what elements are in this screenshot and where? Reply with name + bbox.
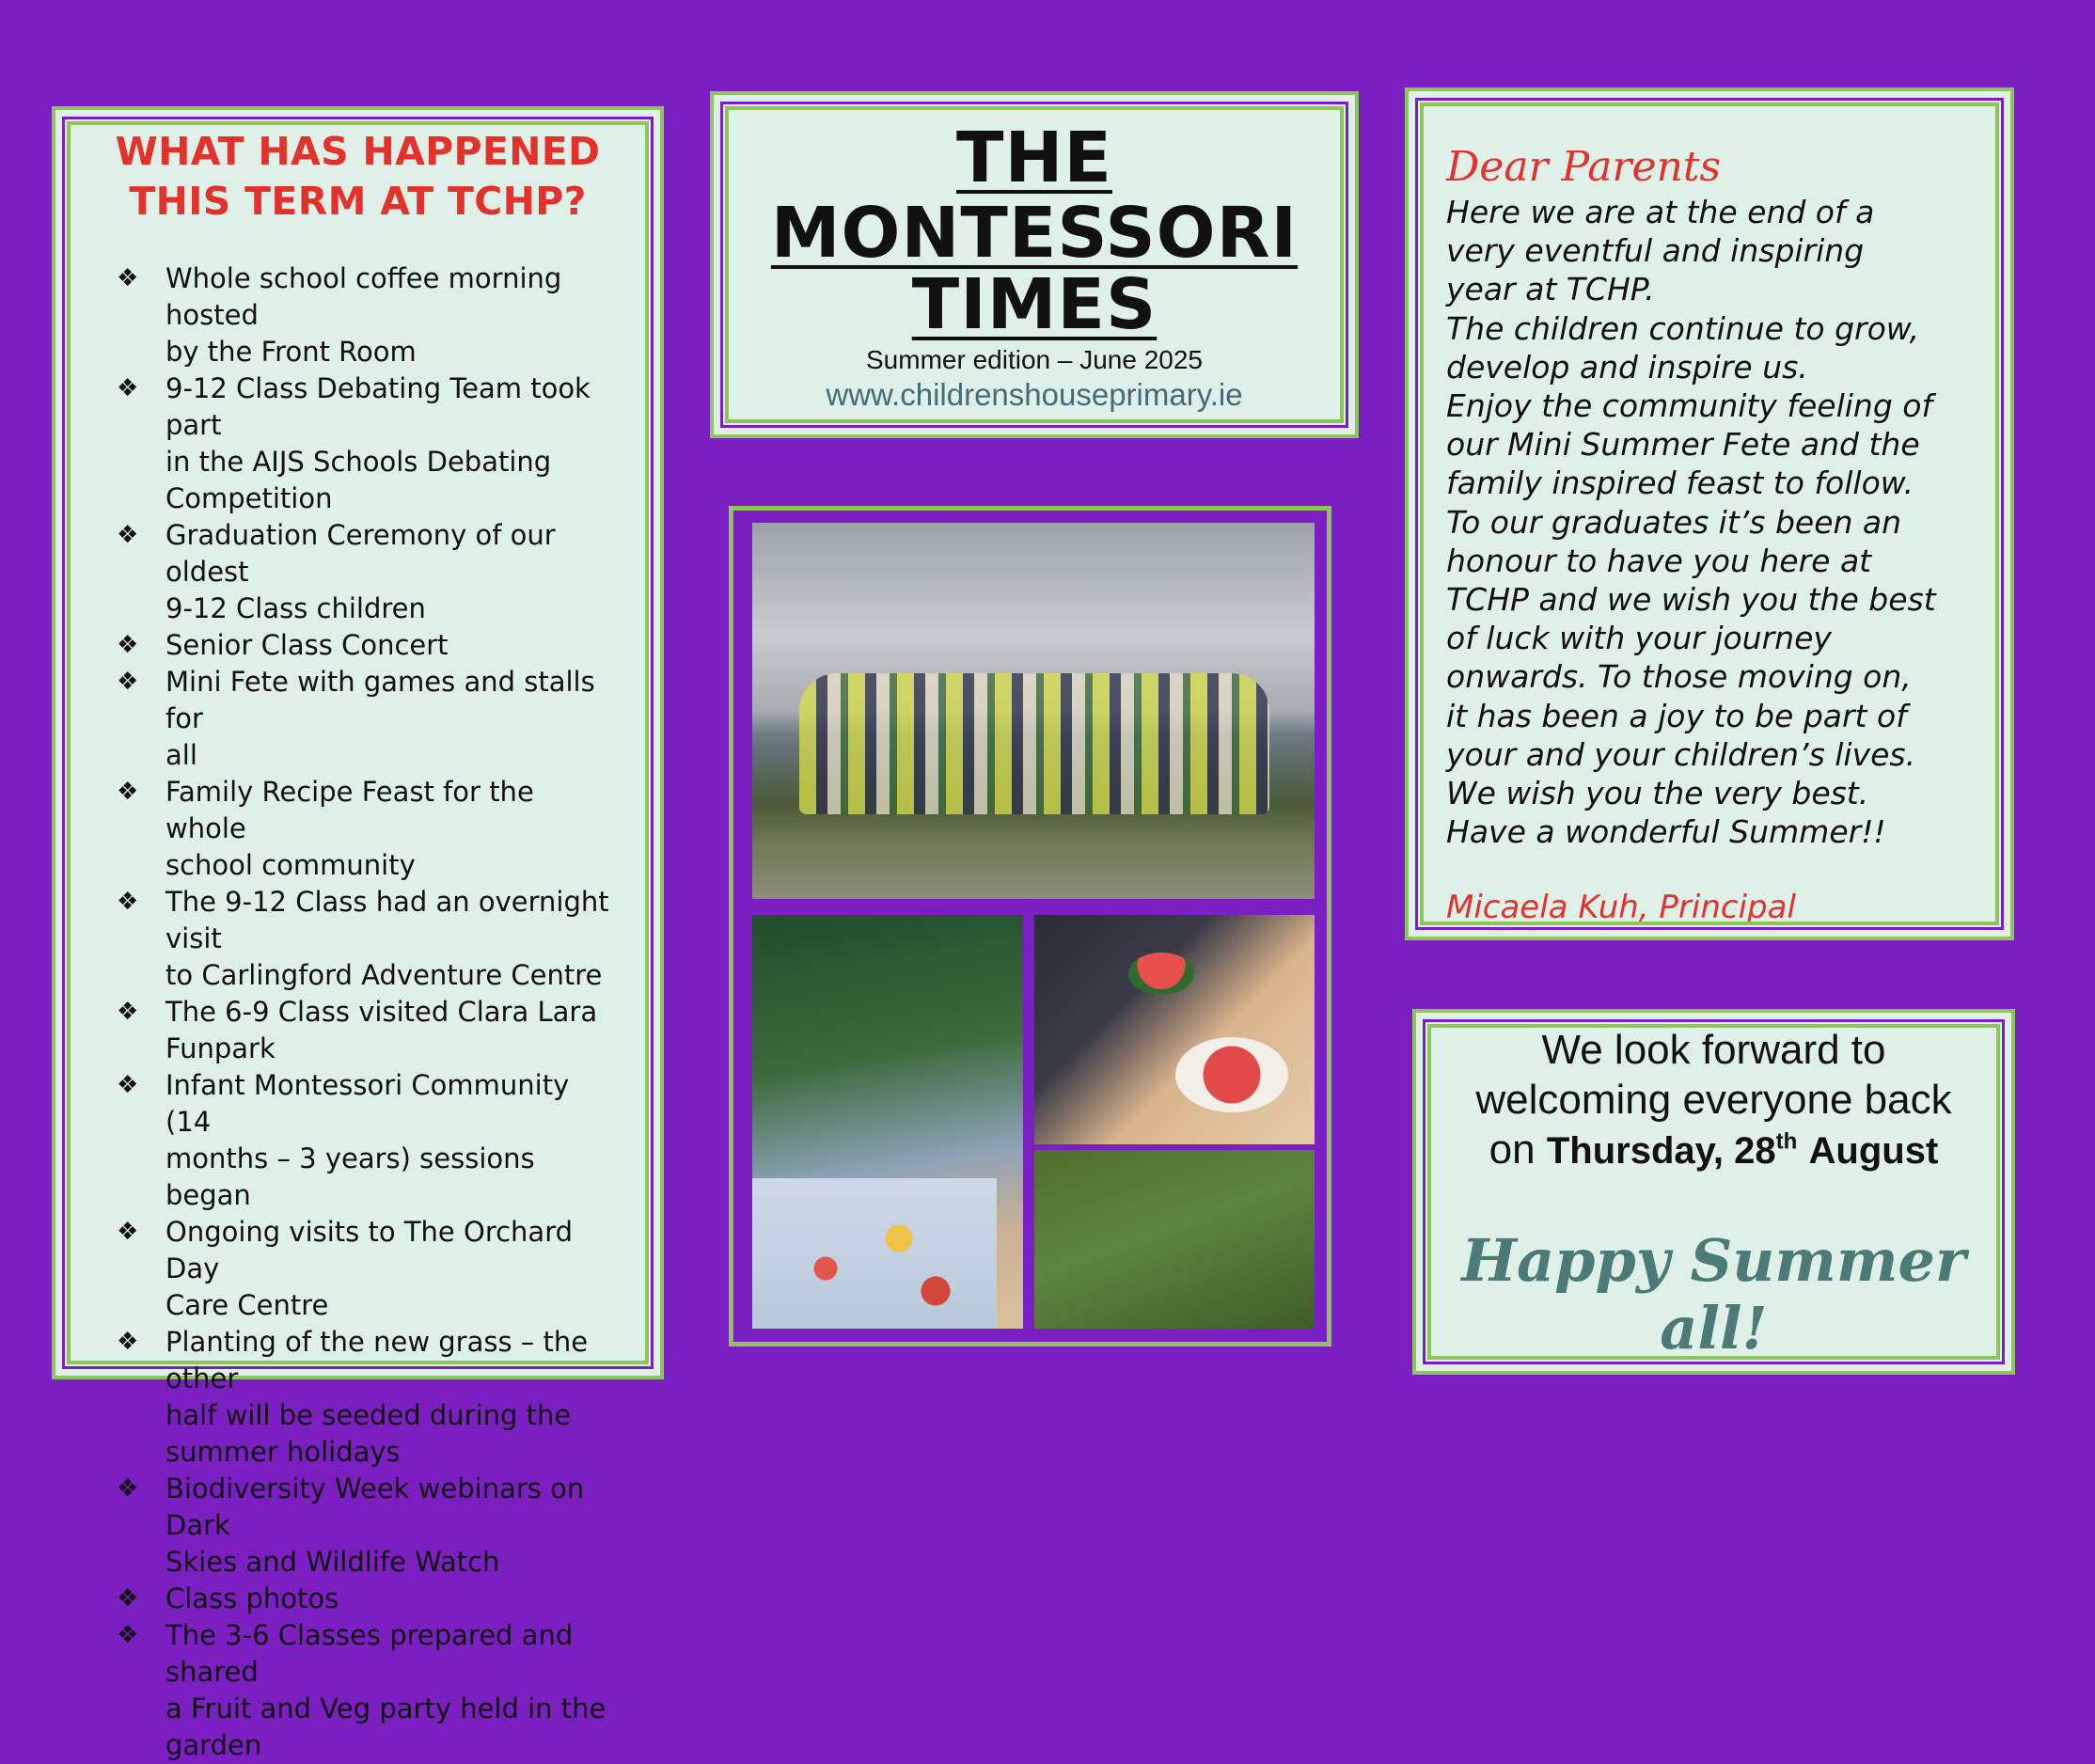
diamond-bullet-icon: ❖ [117,1474,139,1503]
letter-line: We wish you the very best. [1446,775,1869,812]
highlight-item [117,884,622,994]
letter-line: honour to have you here at [1446,542,1872,579]
happy-summer-message [1416,1227,2011,1362]
letter-body [1446,193,1973,851]
highlight-text: 9-12 Class children [165,592,426,624]
diamond-bullet-icon: ❖ [117,778,139,806]
masthead-title-line: THE [956,118,1112,198]
letter-line: develop and inspire us. [1446,348,1808,386]
masthead-title-line: TIMES [911,264,1158,345]
highlight-text: all [165,739,197,771]
diamond-bullet-icon: ❖ [117,888,139,916]
letter-line: The children continue to grow, [1446,309,1920,347]
garden-planting-photo [1034,1150,1315,1329]
return-date-panel [1412,1009,2015,1375]
highlight-text: Competition [165,482,333,514]
highlight-item [117,370,622,517]
return-date-month: August [1808,1130,1939,1172]
highlight-item [117,994,622,1067]
highlight-text: summer holidays [165,1436,401,1468]
letter-line: onwards. To those moving on, [1446,658,1912,696]
highlight-text: Funpark [165,1032,276,1064]
closing-prefix: on [1489,1126,1536,1173]
fruit-party-photo [752,915,1023,1329]
website-link[interactable]: www.childrenshouseprimary.ie [826,377,1243,412]
letter-line: it has been a joy to be part of [1446,697,1907,734]
highlight-item [117,1067,622,1214]
highlight-text: to Carlingford Adventure Centre [165,959,603,991]
highlight-text: Skies and Wildlife Watch [165,1546,500,1578]
highlight-text: 9-12 Class Debating Team took part [165,372,591,441]
group-photo [752,523,1315,899]
diamond-bullet-icon: ❖ [117,374,139,402]
return-date-line [1416,1126,2011,1173]
highlight-text: a Fruit and Veg party held in the [165,1693,606,1725]
highlight-text: The 9-12 Class had an overnight visit [165,886,609,954]
highlight-item [117,1324,622,1471]
highlight-text: Care Centre [165,1289,329,1321]
highlight-text: half will be seeded during the [165,1399,572,1431]
happy-line: Happy Summer [1461,1226,1966,1295]
highlight-text: Ongoing visits to The Orchard Day [165,1216,574,1284]
photo-collage [729,506,1331,1347]
highlight-text: Family Recipe Feast for the whole [165,776,534,844]
highlight-item [117,1214,622,1324]
heading-line: THIS TERM AT TCHP? [129,179,587,225]
highlights-list [117,260,622,1764]
highlight-item [117,517,622,627]
edition-label: Summer edition – June 2025 [866,345,1203,374]
term-highlights-panel [52,106,664,1761]
closing-line: welcoming everyone back [1475,1077,1952,1123]
highlight-text: Biodiversity Week webinars on Dark [165,1473,585,1541]
highlight-item [117,774,622,884]
highlight-text: Planting of the new grass – the other [165,1326,589,1394]
diamond-bullet-icon: ❖ [117,1584,139,1613]
highlight-text: Mini Fete with games and stalls for [165,666,595,734]
diamond-bullet-icon: ❖ [117,1328,139,1356]
letter-line: very eventful and inspiring [1446,232,1865,270]
letter-greeting: Dear Parents [1446,143,1722,191]
closing-line: We look forward to [1541,1027,1886,1073]
letter-line: Here we are at the end of a [1446,194,1875,230]
letter-line: your and your children’s lives. [1446,735,1916,773]
highlight-text: The 3-6 Classes prepared and shared [165,1619,574,1688]
heading-line: WHAT HAS HAPPENED [115,129,601,174]
letter-line: TCHP and we wish you the best [1446,581,1936,619]
masthead-panel [710,91,1359,438]
highlight-text: in the AIJS Schools Debating [165,446,552,478]
diamond-bullet-icon: ❖ [117,631,139,659]
masthead-title-line: MONTESSORI [770,193,1299,274]
term-highlights-heading [55,127,660,228]
diamond-bullet-icon: ❖ [117,668,139,696]
watermelon-photo [1034,915,1315,1144]
highlight-text: Senior Class Concert [165,629,449,661]
highlight-item [117,1581,622,1617]
highlight-item [117,1617,622,1764]
diamond-bullet-icon: ❖ [117,998,139,1026]
letter-line: of luck with your journey [1446,620,1832,657]
highlight-item [117,1471,622,1581]
diamond-bullet-icon: ❖ [117,1071,139,1099]
highlight-text: Graduation Ceremony of our oldest [165,519,556,588]
letter-line: Enjoy the community feeling of [1446,387,1933,425]
highlight-text: The 6-9 Class visited Clara Lara [165,996,598,1028]
letter-line: Have a wonderful Summer!! [1446,813,1886,851]
highlight-text: months – 3 years) sessions began [165,1142,535,1211]
letter-line: To our graduates it’s been an [1446,503,1902,541]
return-date-suffix: th [1775,1128,1798,1155]
return-date-day: Thursday, 28 [1546,1130,1776,1172]
diamond-bullet-icon: ❖ [117,521,139,549]
highlight-text: Whole school coffee morning hosted [165,262,562,331]
diamond-bullet-icon: ❖ [117,1218,139,1246]
principal-letter-panel [1405,87,2014,940]
diamond-bullet-icon: ❖ [117,1621,139,1649]
highlight-text: Infant Montessori Community (14 [165,1069,570,1138]
highlight-text: Class photos [165,1583,339,1614]
letter-line: family inspired feast to follow. [1446,465,1914,502]
highlight-item [117,664,622,774]
letter-signature: Micaela Kuh, Principal [1446,889,1796,926]
diamond-bullet-icon: ❖ [117,264,139,292]
highlight-text: garden [165,1729,262,1761]
letter-line: year at TCHP. [1446,271,1655,308]
letter-line: our Mini Summer Fete and the [1446,426,1920,464]
highlight-item [117,260,622,370]
highlight-text: school community [165,849,416,881]
highlight-item [117,627,622,664]
happy-line: all! [1660,1294,1768,1362]
highlight-text: by the Front Room [165,336,417,368]
